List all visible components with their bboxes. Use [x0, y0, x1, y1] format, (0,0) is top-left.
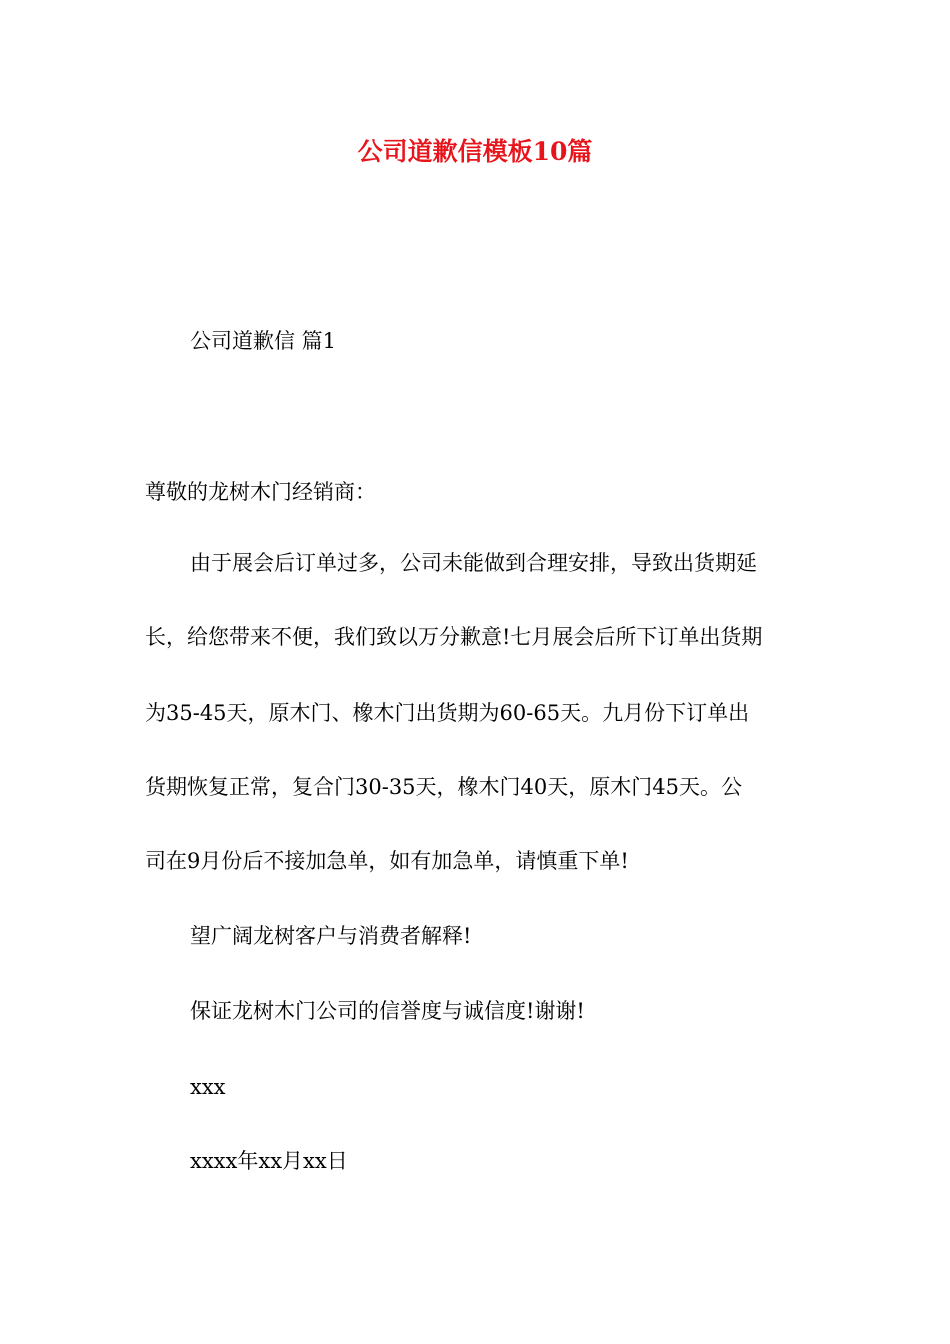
paragraph-line: 由于展会后订单过多，公司未能做到合理安排，导致出货期延 — [190, 551, 757, 575]
paragraph-line: 长，给您带来不便，我们致以万分歉意!七月展会后所下订单出货期 — [145, 625, 763, 649]
section-heading: 公司道歉信 篇1 — [190, 329, 337, 353]
paragraph-line: 货期恢复正常，复合门30-35天，橡木门40天，原木门45天。公 — [145, 775, 742, 799]
paragraph-line: 司在9月份后不接加急单，如有加急单，请慎重下单! — [145, 849, 629, 873]
paragraph-line: 为35-45天，原木门、橡木门出货期为60-65天。九月份下订单出 — [145, 701, 750, 725]
document-title: 公司道歉信模板10篇 — [357, 137, 593, 166]
closing-line: 望广阔龙树客户与消费者解释! — [190, 924, 472, 948]
date: xxxx年xx月xx日 — [190, 1149, 348, 1173]
salutation: 尊敬的龙树木门经销商： — [145, 480, 376, 504]
signature: xxx — [190, 1075, 226, 1099]
closing-line: 保证龙树木门公司的信誉度与诚信度!谢谢! — [190, 999, 585, 1023]
